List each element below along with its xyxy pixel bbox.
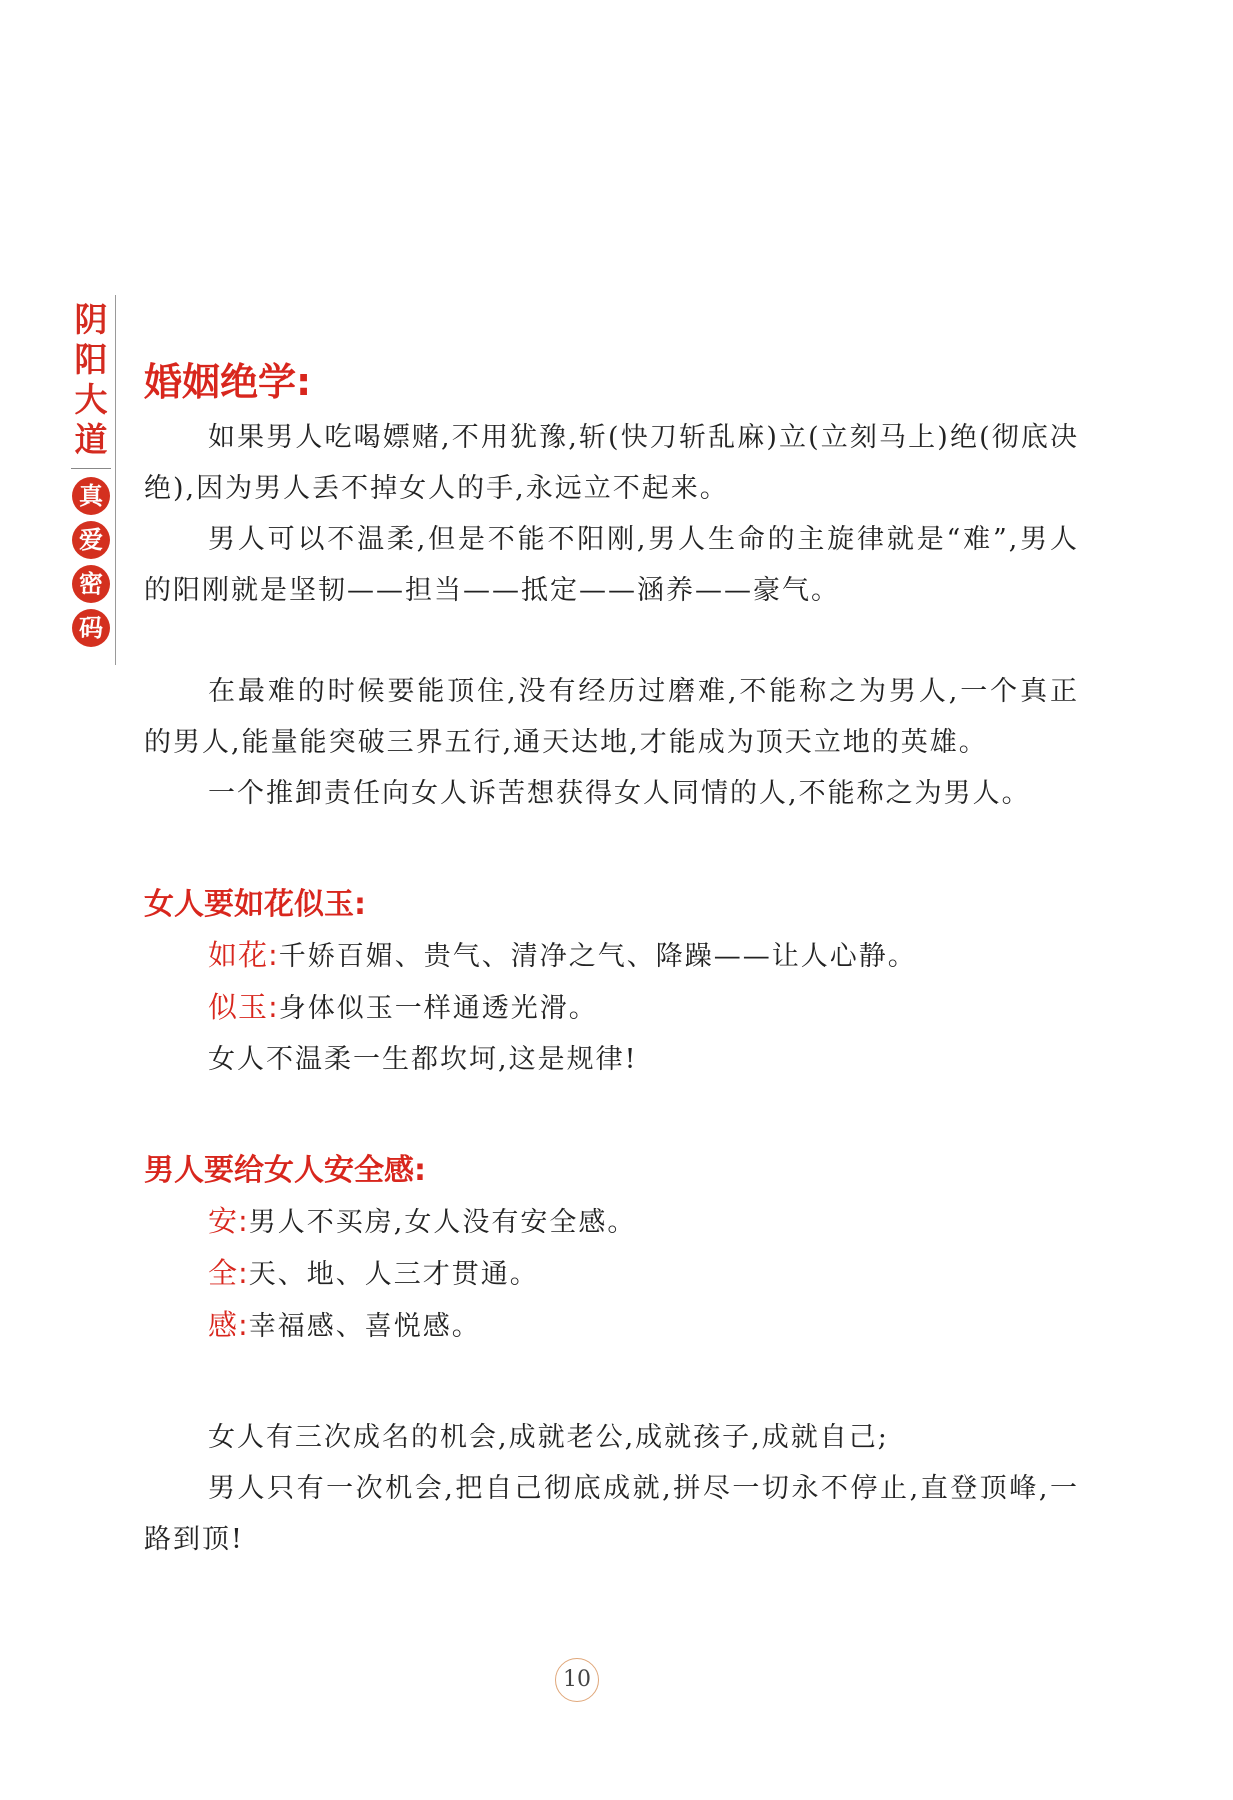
sub-title-vertical (60, 477, 122, 653)
sub-title-char-badge: 真 (72, 477, 110, 515)
definition-text: 天、地、人三才贯通。 (248, 1259, 539, 1290)
book-title-char: 大 (74, 380, 108, 419)
definition-term: 感: (208, 1308, 249, 1342)
definition-term: 如花: (208, 938, 279, 972)
page-content (144, 354, 1079, 1565)
paragraph: 在最难的时候要能顶住,没有经历过磨难,不能称之为男人,一个真正的男人,能量能突破三界五行,通天达地,才能成为顶天立地的英雄。 (144, 676, 1079, 758)
definition-line (144, 1248, 1079, 1300)
book-title-char: 阳 (74, 340, 108, 379)
paragraph: 一个推卸责任向女人诉苦想获得女人同情的人,不能称之为男人。 (208, 778, 1031, 809)
definition-line (144, 1300, 1079, 1352)
book-title-char: 道 (74, 420, 108, 459)
sidebar-title-divider (71, 468, 111, 469)
definition-line (144, 930, 1079, 982)
section-heading-woman: 女人要如花似玉: (144, 887, 366, 922)
main-heading: 婚姻绝学: (144, 360, 312, 404)
paragraph: 男人可以不温柔,但是不能不阳刚,男人生命的主旋律就是“难”,男人的阳刚就是坚韧——担当——抵定——涵养——豪气。 (144, 524, 1079, 606)
definition-text: 身体似玉一样通透光滑。 (278, 993, 598, 1024)
book-title-vertical (60, 300, 122, 460)
sub-title-char-badge: 码 (72, 609, 110, 647)
definition-text: 男人不买房,女人没有安全感。 (248, 1207, 637, 1238)
page-number: 10 (555, 1658, 599, 1702)
definition-line (144, 982, 1079, 1034)
sub-title-char-badge: 密 (72, 565, 110, 603)
book-title-char: 阴 (74, 300, 108, 339)
running-header-sidebar (60, 300, 122, 653)
section-heading-man: 男人要给女人安全感: (144, 1153, 426, 1188)
paragraph: 女人有三次成名的机会,成就老公,成就孩子,成就自己; (208, 1422, 889, 1453)
definition-term: 安: (208, 1204, 249, 1238)
note-text: 女人不温柔一生都坎坷,这是规律! (208, 1044, 638, 1075)
definition-term: 全: (208, 1256, 249, 1290)
definition-line (144, 1196, 1079, 1248)
definition-text: 幸福感、喜悦感。 (248, 1311, 481, 1342)
sub-title-char-badge: 爱 (72, 521, 110, 559)
paragraph: 男人只有一次机会,把自己彻底成就,拼尽一切永不停止,直登顶峰,一路到顶! (144, 1473, 1079, 1555)
definition-text: 千娇百媚、贵气、清净之气、降躁——让人心静。 (278, 941, 917, 972)
note-line (144, 1034, 1079, 1085)
definition-term: 似玉: (208, 990, 279, 1024)
paragraph: 如果男人吃喝嫖赌,不用犹豫,斩(快刀斩乱麻)立(立刻马上)绝(彻底决绝),因为男人丢不掉女人的手,永远立不起来。 (144, 422, 1079, 504)
